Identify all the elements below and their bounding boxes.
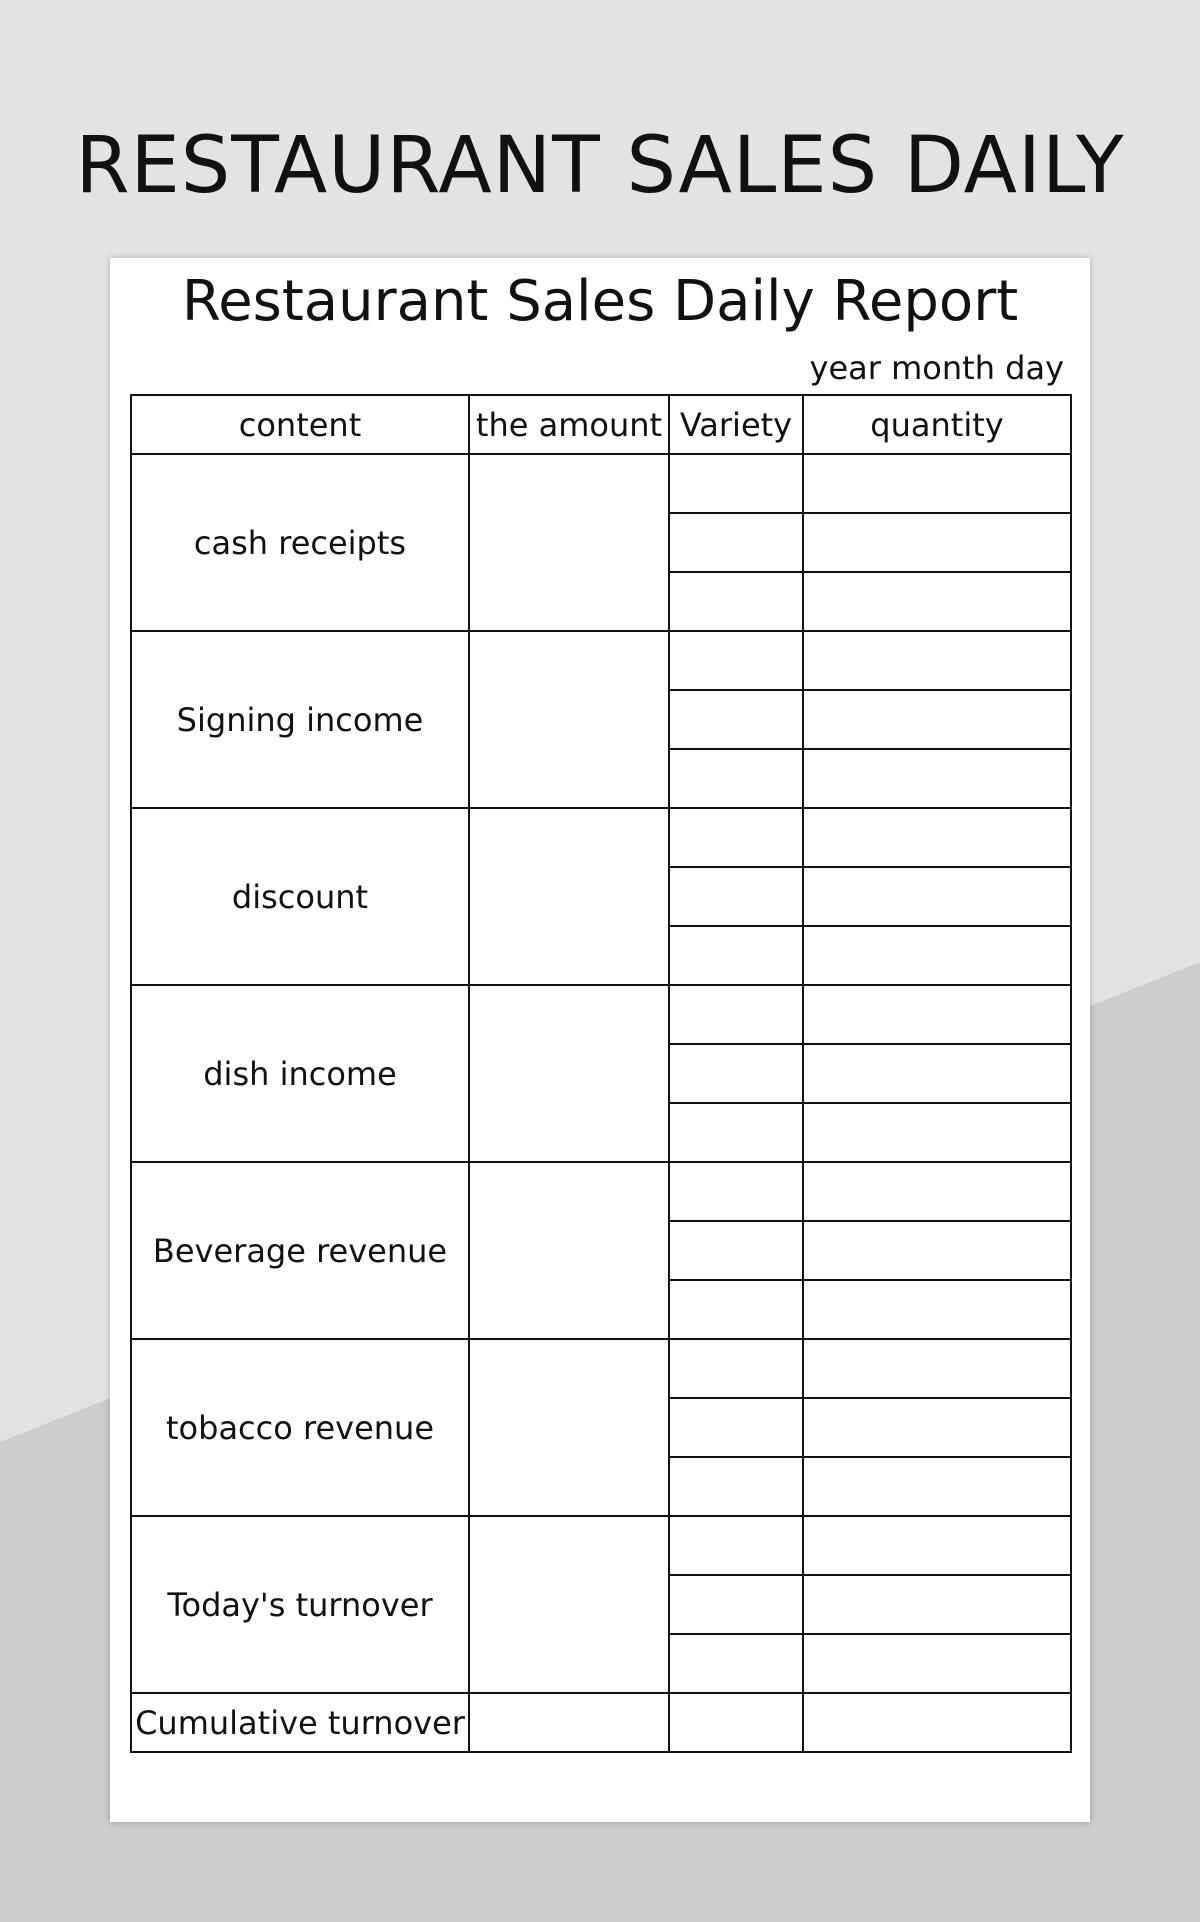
amount-cell[interactable] [469, 1693, 669, 1752]
variety-cell[interactable] [669, 1280, 803, 1339]
variety-cell[interactable] [669, 808, 803, 867]
row-label: Signing income [131, 631, 469, 808]
table-row [131, 631, 1071, 690]
quantity-cell[interactable] [803, 1516, 1071, 1575]
row-label: Cumulative turnover [131, 1693, 469, 1752]
quantity-cell[interactable] [803, 1044, 1071, 1103]
variety-cell[interactable] [669, 926, 803, 985]
column-header-amount: the amount [469, 395, 669, 454]
amount-cell[interactable] [469, 1516, 669, 1693]
variety-cell[interactable] [669, 513, 803, 572]
report-title: Restaurant Sales Daily Report [181, 269, 1019, 334]
quantity-cell[interactable] [803, 1221, 1071, 1280]
row-label: Today's turnover [131, 1516, 469, 1693]
variety-cell[interactable] [669, 749, 803, 808]
variety-cell[interactable] [669, 867, 803, 926]
variety-cell[interactable] [669, 1103, 803, 1162]
variety-cell[interactable] [669, 1398, 803, 1457]
table-row [131, 808, 1071, 867]
quantity-cell[interactable] [803, 513, 1071, 572]
variety-cell[interactable] [669, 1516, 803, 1575]
quantity-cell[interactable] [803, 749, 1071, 808]
column-header-content: content [131, 395, 469, 454]
quantity-cell[interactable] [803, 1280, 1071, 1339]
banner-title: RESTAURANT SALES DAILY [75, 121, 1125, 211]
variety-cell[interactable] [669, 1575, 803, 1634]
column-header-variety: Variety [669, 395, 803, 454]
quantity-cell[interactable] [803, 1103, 1071, 1162]
table-row [131, 1516, 1071, 1575]
quantity-cell[interactable] [803, 690, 1071, 749]
variety-cell[interactable] [669, 631, 803, 690]
quantity-cell[interactable] [803, 1398, 1071, 1457]
variety-cell[interactable] [669, 1457, 803, 1516]
variety-cell[interactable] [669, 572, 803, 631]
quantity-cell[interactable] [803, 1634, 1071, 1693]
table-row [131, 1162, 1071, 1221]
table-header-row [131, 395, 1071, 454]
variety-cell[interactable] [669, 1339, 803, 1398]
amount-cell[interactable] [469, 631, 669, 808]
amount-cell[interactable] [469, 1339, 669, 1516]
variety-cell[interactable] [669, 1044, 803, 1103]
amount-cell[interactable] [469, 1162, 669, 1339]
date-label: year month day [809, 349, 1064, 387]
quantity-cell[interactable] [803, 985, 1071, 1044]
quantity-cell[interactable] [803, 867, 1071, 926]
quantity-cell[interactable] [803, 454, 1071, 513]
sales-report-table [130, 394, 1072, 1753]
quantity-cell[interactable] [803, 572, 1071, 631]
quantity-cell[interactable] [803, 1693, 1071, 1752]
quantity-cell[interactable] [803, 1339, 1071, 1398]
quantity-cell[interactable] [803, 1162, 1071, 1221]
table-row [131, 1339, 1071, 1398]
amount-cell[interactable] [469, 985, 669, 1162]
variety-cell[interactable] [669, 1693, 803, 1752]
table-row [131, 454, 1071, 513]
row-label: tobacco revenue [131, 1339, 469, 1516]
variety-cell[interactable] [669, 1634, 803, 1693]
table-row [131, 985, 1071, 1044]
column-header-quantity: quantity [803, 395, 1071, 454]
row-label: cash receipts [131, 454, 469, 631]
variety-cell[interactable] [669, 985, 803, 1044]
row-label: discount [131, 808, 469, 985]
variety-cell[interactable] [669, 1221, 803, 1280]
amount-cell[interactable] [469, 808, 669, 985]
row-label: dish income [131, 985, 469, 1162]
variety-cell[interactable] [669, 690, 803, 749]
table-row-cumulative [131, 1693, 1071, 1752]
variety-cell[interactable] [669, 1162, 803, 1221]
variety-cell[interactable] [669, 454, 803, 513]
amount-cell[interactable] [469, 454, 669, 631]
quantity-cell[interactable] [803, 1575, 1071, 1634]
quantity-cell[interactable] [803, 926, 1071, 985]
quantity-cell[interactable] [803, 1457, 1071, 1516]
row-label: Beverage revenue [131, 1162, 469, 1339]
quantity-cell[interactable] [803, 631, 1071, 690]
quantity-cell[interactable] [803, 808, 1071, 867]
